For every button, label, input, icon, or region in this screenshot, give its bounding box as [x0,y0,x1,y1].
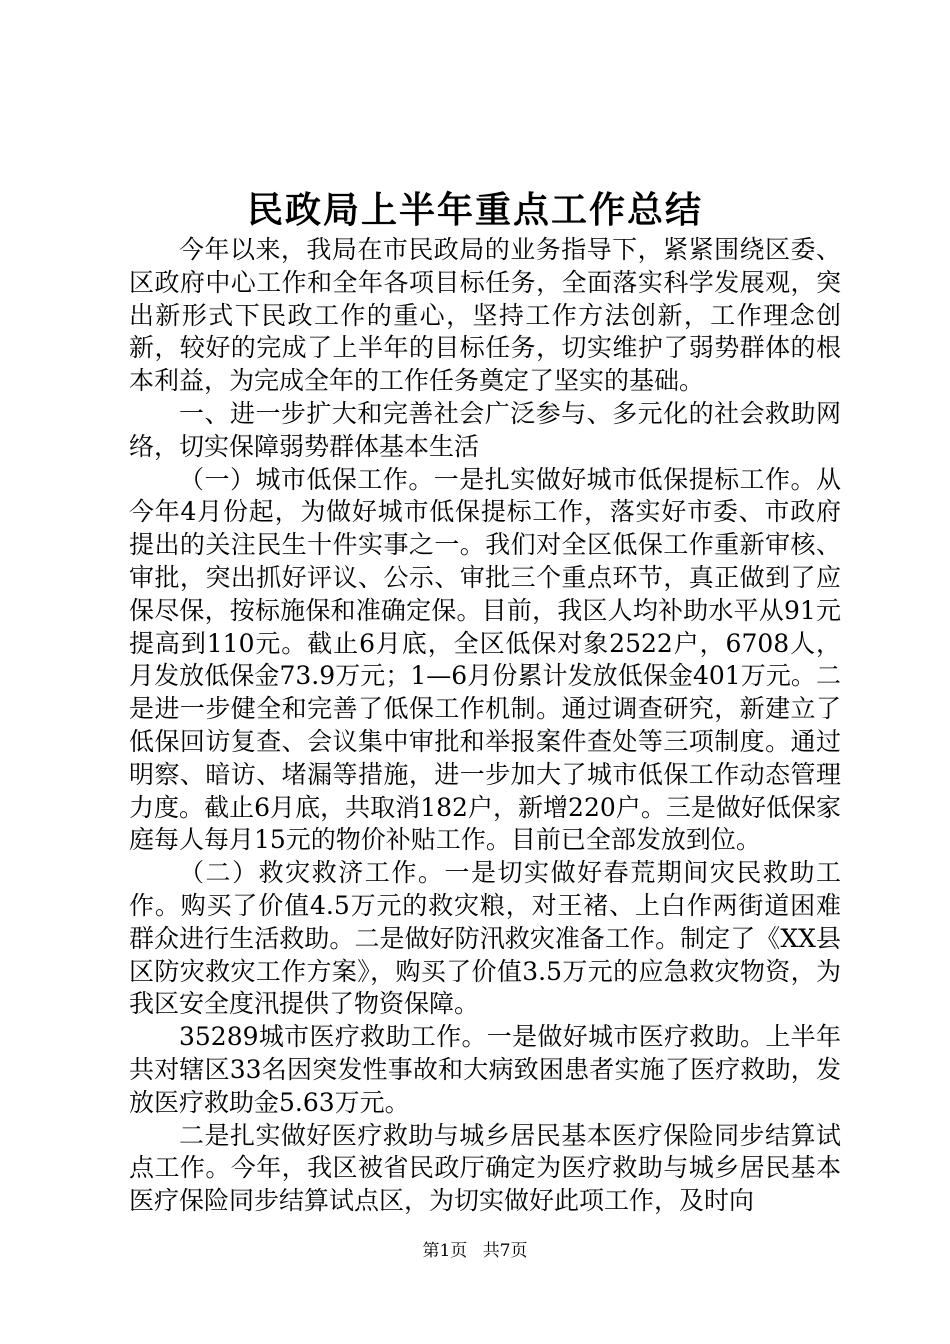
section-heading-1: 一、进一步扩大和完善社会广泛参与、多元化的社会救助网络，切实保障弱势群体基本生活 [129,398,841,461]
document-body [129,234,841,1218]
paragraph-medical-aid: 35289城市医疗救助工作。一是做好城市医疗救助。上半年共对辖区33名因突发性事故和大病致困患者实施了医疗救助，发放医疗救助金5.63万元。 [129,1022,841,1117]
paragraph-urban-dibao: （一）城市低保工作。一是扎实做好城市低保提标工作。从今年4月份起，为做好城市低保提标工作，落实好市委、市政府提出的关注民生十件实事之一。我们对全区低保工作重新审核、审批，突出抓好评议、公示、审批三个重点环节，真正做到了应保尽保，按标施保和准确定保。目前，我区人均补助水平从91元提高到110元。截止6月底，全区低保对象2522户，6708人，月发放低保金73.9万元；1—6月份累计发放低保金401万元。二是进一步健全和完善了低保工作机制。通过调查研究，新建立了低保回访复查、会议集中审批和举报案件查处等三项制度。通过明察、暗访、堵漏等措施，进一步加大了城市低保工作动态管理力度。截止6月底，共取消182户，新增220户。三是做好低保家庭每人每月15元的物价补贴工作。目前已全部发放到位。 [129,464,841,855]
page-total: 共7页 [482,1241,528,1261]
page-footer [0,1240,950,1262]
paragraph-disaster-relief: （二）救灾救济工作。一是切实做好春荒期间灾民救助工作。购买了价值4.5万元的救灾粮，对王褚、上白作两街道困难群众进行生活救助。二是做好防汛救灾准备工作。制定了《XX县区防灾救灾工作方案》，购买了价值3.5万元的应急救灾物资，为我区安全度汛提供了物资保障。 [129,858,841,1019]
paragraph-medical-insurance: 二是扎实做好医疗救助与城乡居民基本医疗保险同步结算试点工作。今年，我区被省民政厅确定为医疗救助与城乡居民基本医疗保险同步结算试点区，为切实做好此项工作，及时向 [129,1120,841,1216]
paragraph-intro: 今年以来，我局在市民政局的业务指导下，紧紧围绕区委、区政府中心工作和全年各项目标任务，全面落实科学发展观，突出新形式下民政工作的重心，坚持工作方法创新，工作理念创新，较好的完成了上半年的目标任务，切实维护了弱势群体的根本利益，为完成全年的工作任务奠定了坚实的基础。 [129,235,841,396]
page-number: 第1页 [422,1241,468,1261]
document-title: 民政局上半年重点工作总结 [246,189,703,231]
